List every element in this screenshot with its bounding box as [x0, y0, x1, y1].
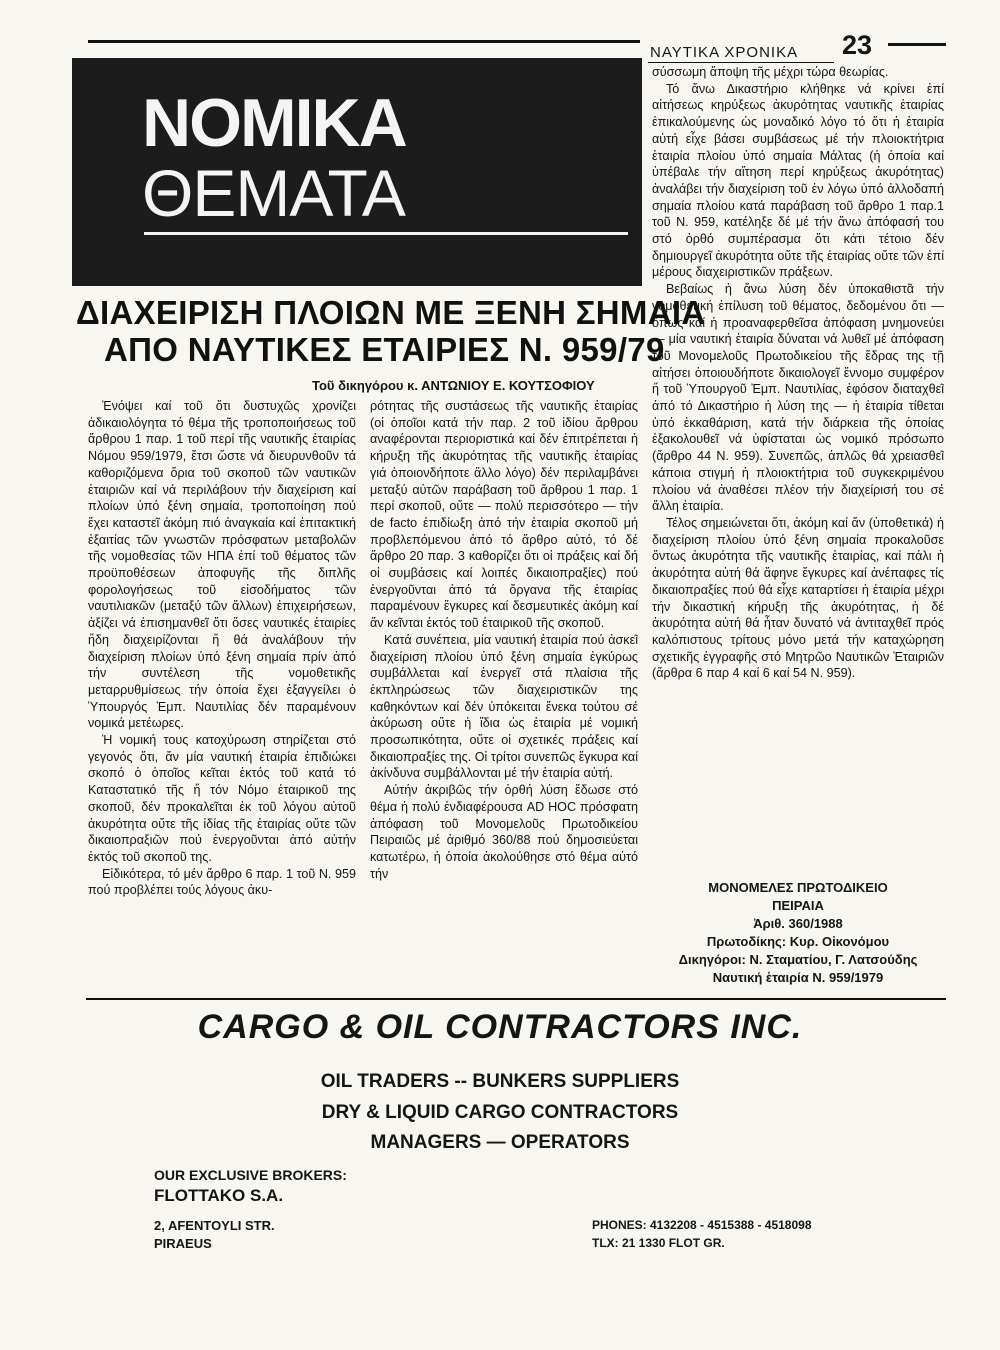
ad-broker-name: FLOTTAKO S.A. [154, 1186, 284, 1205]
top-rule-right [888, 43, 946, 46]
court-name-line2: ΠΕΙΡΑΙΑ [772, 898, 824, 913]
byline: Τοῦ δικηγόρου κ. ΑΝΤΩΝΙΟΥ Ε. ΚΟΥΤΣΟΦΙΟΥ [312, 378, 595, 393]
ad-line-2: DRY & LIQUID CARGO CONTRACTORS [321, 1102, 679, 1123]
paragraph: Ἐνόψει καί τοῦ ὅτι δυστυχῶς χρονίζει ἀδικαιολόγητα τό θέμα τῆς τροποποιήσεως τοῦ ἄρθρου 1 παρ. 1 τοῦ περί τῆς ναυτικῆς ἑταιρίας Νόμου 959/1979, ἔτσι ὥστε νά διευρυνθοῦν τά καθοριζόμενα ὅρια τοῦ σκοποῦ τῶν ναυτικῶν ἑταιριῶν καί νά περιλάβουν τήν διαχείριση καί πλοίων ὑπό ξένη σημαία, τροποποίηση πού ἔχει καταστεῖ ἀκόμη πιό ἀναγκαία καί ἐπιτακτική ἐξαιτίας τῶν γνωστῶν πρόσφατων μεταβολῶν τῆς νομοθεσίας τῶν ΗΠΑ ἐπί τοῦ θέματος τῶν προϋποθέσεων ἀποφυγῆς τῆς διπλῆς φορολογήσεως τοῦ εἰσοδήματος τῶν ναυτιλιακῶν (μεταξύ τῶν ἄλλων) ἐπιχειρήσεων, ἀξίζει νά ἐπισημανθεῖ ὅτι ὅσες ναυτικές ἑταιρίες ἤδη διαχειρίζονται ἤ θά ἀναλάβουν τήν διαχείριση πλοίων ὑπό ξένη σημαία πρίν ἀπό τήν συντέλεση τῆς νομοθετικῆς μεταρρυθμίσεως τήν ὁποία ἔχει ἐξαγγείλει ὁ Ὑπουργός Ἐμπ. Ναυτιλίας δέν παραμένουν νομικά μετέωρες. [88, 399, 356, 731]
top-rule-left [88, 40, 640, 43]
banner-rule [144, 232, 628, 235]
ad-telex: TLX: 21 1330 FLOT GR. [592, 1236, 725, 1250]
section-title-line1: ΝΟΜΙΚΑ [142, 85, 406, 161]
headline-line2: ΑΠΟ ΝΑΥΤΙΚΕΣ ΕΤΑΙΡΙΕΣ Ν. 959/79 [104, 331, 665, 368]
headline-line1: ΔΙΑΧΕΙΡΙΣΗ ΠΛΟΙΩΝ ΜΕ ΞΕΝΗ ΣΗΜΑΙΑ [76, 294, 706, 331]
ruling-subject: Ναυτική ἑταιρία Ν. 959/1979 [712, 970, 884, 985]
paragraph: ρότητας τῆς συστάσεως τῆς ναυτικῆς ἑταιρίας (οἱ ὁποῖοι κατά τήν παρ. 2 τοῦ ἰδίου ἄρθρου αναφέρονται περιοριστικά καί δέν ἐπιτρέπεται ἡ κήρυξη τῆς ἀκυρότητας τῆς ναυτικῆς ἑταιρίας γιά ὁποιονδήποτε ἄλλο λόγο) δέν περιλαμβάνει μεταξύ αὐτῶν παράβαση τοῦ ἄρθρου 1 παρ. 1 περί σκοποῦ, οὔτε — πολύ περισσότερο — τήν de facto ἐπιδίωξη ἀπό τήν ἑταιρία σκοποῦ μή προβλεπόμενου ἀπό τό ἄρθρο αὐτό, τό δέ ἄρθρο 20 παρ. 3 καθορίζει ὅτι οἱ πράξεις καί δή οἱ συμβάσεις καί λοιπές δικαιοπραξίες) πού ἐνεργοῦνται ἀπό τά ὄργανα τῆς ἑταιρίας παραμένουν ἔγκυρες καί δεσμευτικές ἀκόμη καί ἄν κεῖνται ἐκτός τοῦ ἑταιρικοῦ τῆς σκοποῦ. [370, 399, 638, 631]
ad-company-name: CARGO & OIL CONTRACTORS INC. [197, 1008, 803, 1046]
article-column-3 [652, 64, 944, 876]
ad-brokers-label: OUR EXCLUSIVE BROKERS: [154, 1167, 347, 1183]
paragraph: Βεβαίως ἡ ἄνω λύση δέν ὑποκαθιστᾶ τήν νομοθετική ἐπίλυση τοῦ θέματος, δεδομένου ὅτι — ὅπως καί ἡ προαναφερθεῖσα ἀπόφαση μνημονεύει — μία ναυτική ἑταιρία δύναται νά λυθεῖ μέ ἀπόφαση τοῦ Μονομελοῦς Πρωτοδικείου τῆς ἕδρας της τῇ αἰτήσει ὁποιουδήποτε δικαιολογεῖ ἔννομο συμφέρον ἤ τοῦ Ὑπουργοῦ Ἐμπ. Ναυτιλίας, ἐφόσον διαταχθεῖ ἀπό τό Δικαστήριο ἡ λύση της — ἡ ἑταιρία τίθεται ὑπό ἐκκαθάριση, κατά τήν διάρκεια τῆς ὁποίας ἐξακολουθεῖ νά ὑφίσταται ὡς νομικό πρόσωπο (ἄρθρο 44 Ν. 959). Συνεπῶς, ἁπλῶς θά χρειασθεῖ κάποια στιγμή ἡ πλοιοκτήτρια τοῦ συγκεκριμένου πλοίου νά ἀναθέσει πλέον τήν διαχείρισή του σέ ἄλλη ἑταιρία. [652, 282, 944, 514]
paragraph: Κατά συνέπεια, μία ναυτική ἑταιρία πού ἀσκεῖ διαχείριση πλοίου ὑπό ξένη σημαία ἐγκύρως συμβάλλεται καί ἐνεργεῖ στά πλαίσια τῆς ἐκπληρώσεως τῶν διαχειριστικῶν της καθηκόντων καί δέν ὑπόκειται ἕνεκα τούτου σέ ἀκύρωση οὔτε ἡ ἴδια ὡς ἑταιρία μέ νομική προσωπικότητα, οὔτε οἱ σχετικές πράξεις καί δικαιοπραξίες της. Οἱ τρίτοι συνεπῶς ἔγκυρα καί ἀκίνδυνα συμβάλλονται μέ τήν ἑταιρία αὐτή. [370, 632, 638, 781]
paragraph: Τέλος σημειώνεται ὅτι, ἀκόμη καί ἄν (ὑποθετικά) ἡ διαχείριση πλοίου ὑπό ξένη σημαία προκαλοῦσε ὄντως ἀκυρότητα τῆς ναυτικῆς ἑταιρίας, καί πάλι ἡ ἀκυρότητα αὐτή θά ἄφηνε ἔγκυρες καί ἀνέπαφες τίς δικαιοπραξίες πού θά εἶχε καταρτίσει ἡ ἑταιρία μέχρι τήν δικαστική κήρυξη τῆς ἀκυρότητας, ἡ δέ ἀκυρότητα αὐτή θά ἦταν δυνατό νά ἀντιταχθεῖ πρός καλόπιστους τρίτους μόνο μετά τήν καταχώρηση σχετικῆς ἐγγραφῆς στό Μητρῶο Ναυτικῶν Ἑταιριῶν (ἄρθρα 6 παρ 4 καί 6 καί 54 Ν. 959). [652, 515, 944, 681]
header-underline [648, 62, 834, 63]
section-banner [72, 58, 642, 286]
page-number: 23 [842, 30, 873, 60]
article-column-1 [88, 398, 356, 986]
ad-phones: PHONES: 4132208 - 4515388 - 4518098 [592, 1218, 812, 1232]
ruling-judge: Πρωτοδίκης: Κυρ. Οἰκονόμου [706, 934, 890, 949]
paragraph: σύσσωμη ἄποψη τῆς μέχρι τώρα θεωρίας. [652, 65, 889, 79]
magazine-name: ΝΑΥΤΙΚΑ ΧΡΟΝΙΚΑ [650, 44, 799, 61]
paragraph: Εἰδικότερα, τό μέν ἄρθρο 6 παρ. 1 τοῦ Ν. 959 πού προβλέπει τούς λόγους ἀκυ- [88, 866, 356, 898]
ad-address-line1: 2, AFENTOYLI STR. [154, 1218, 275, 1233]
ruling-lawyers: Δικηγόροι: Ν. Σταματίου, Γ. Λατσούδης [678, 952, 918, 967]
paragraph: Ἡ νομική τους κατοχύρωση στηρίζεται στό γεγονός ὅτι, ἄν μία ναυτική ἑταιρία ἐπιδιώκει σκοπό ὁ ὁποῖος κεῖται ἐκτός τοῦ κατά τό Καταστατικό τῆς ἤ τόν Νόμο ἑταιρικοῦ της σκοποῦ, δέν προκαλεῖται ἐκ τοῦ λόγου αὐτοῦ ἀκυρότητα οὔτε τῆς ἰδίας τῆς ἑταιρίας οὔτε τῶν δικαιοπραξιῶν πού ἐνεργοῦνται ἀπό αὐτήν ἐκτός τοῦ σκοποῦ της. [88, 733, 356, 864]
ad-line-1: OIL TRADERS -- BUNKERS SUPPLIERS [320, 1071, 680, 1092]
paragraph: Τό ἄνω Δικαστήριο κλήθηκε νά κρίνει ἐπί αἰτήσεως κηρύξεως ἀκυρότητας ναυτικῆς ἑταιρίας ἐπικαλούμενης ὡς μοναδικό λόγο τό ὅτι ἡ ἑταιρία αὐτή εἶχε βάσει συμβάσεως μέ τήν πλοιοκτήτρια ἑταιρία πλοίου ὑπό σημαία Μάλτας (ἡ ὁποία καί ὑπέβαλε τήν αἴτηση περί κηρύξεως ἀκυρότητας) ἀναλάβει τήν διαχείριση τοῦ ἐν λόγω ὑπό ἀλλοδαπή σημαία πλοίου κατά παράβαση τοῦ ἄρθρο 1 παρ.1 τοῦ Ν. 959, κατέληξε δέ μέ τήν ἄνω ἀπόφασή του στό ὀρθό συμπέρασμα ὅτι κάτι τέτοιο δέν δημιουργεῖ ἀκυρότητα οὔτε τῆς ἑταιρίας οὔτε τῶν ἐπί μέρους διαχειριστικῶν πράξεων. [652, 81, 944, 280]
ad-address-line2: PIRAEUS [154, 1236, 212, 1251]
paragraph: Αὐτήν ἀκριβῶς τήν ὀρθή λύση ἔδωσε στό θέμα ἡ πολύ ἐνδιαφέρουσα AD HOC πρόσφατη ἀπόφαση τοῦ Μονομελοῦς Πρωτοδικείου Πειραιῶς μέ ἀριθμό 360/88 πού δημοσιεύεται κατωτέρω, ἡ ὁποία ἀκολούθησε στό θέμα αὐτό τήν [370, 783, 638, 881]
section-title-line2: ΘΕΜΑΤΑ [142, 156, 405, 230]
ad-line-3: MANAGERS — OPERATORS [370, 1132, 630, 1153]
article-column-2 [370, 398, 638, 986]
ad-divider [86, 998, 946, 1000]
court-name-line1: ΜΟΝΟΜΕΛΕΣ ΠΡΩΤΟΔΙΚΕΙΟ [708, 880, 888, 895]
ruling-number: Ἀριθ. 360/1988 [753, 916, 843, 931]
